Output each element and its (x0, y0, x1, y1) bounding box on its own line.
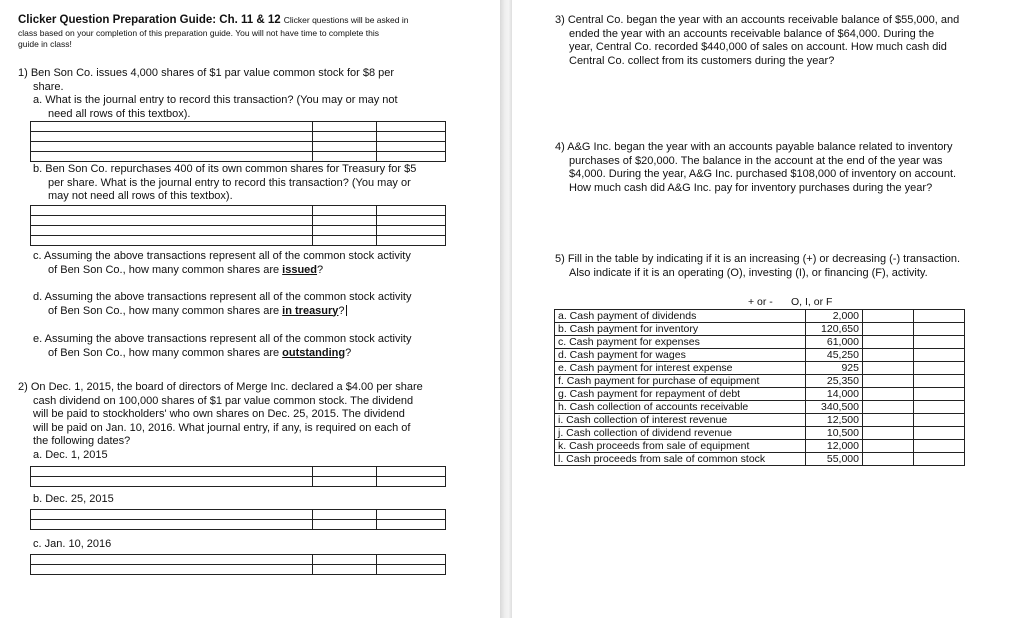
text-cursor (346, 305, 347, 316)
q4-line-4: How much cash did A&G Inc. pay for inventory purchases during the year? (569, 181, 933, 194)
q3-line-4: Central Co. collect from its customers during the year? (569, 54, 835, 67)
transaction-label: j. Cash collection of dividend revenue (555, 427, 806, 440)
activity-answer-cell[interactable] (914, 414, 965, 427)
q4-line-2: purchases of $20,000. The balance in the account at the end of the year was (569, 154, 943, 167)
transaction-amount: 61,000 (806, 336, 863, 349)
journal-row (31, 142, 446, 152)
q1c-line-2: of Ben Son Co., how many common shares are (48, 263, 283, 276)
table-row (555, 375, 965, 388)
q2-line-3: will be paid to stockholders' who own shares on Dec. 25, 2015. The dividend (33, 408, 405, 420)
debit-cell[interactable] (312, 226, 377, 236)
q2c-journal-textbox[interactable] (30, 554, 446, 575)
debit-cell[interactable] (312, 216, 377, 226)
left-page (0, 0, 500, 618)
account-cell[interactable] (31, 477, 313, 487)
q1a-line-2: need all rows of this textbox). (48, 107, 191, 120)
sign-answer-cell[interactable] (863, 414, 914, 427)
activity-answer-cell[interactable] (914, 453, 965, 466)
q5-column-header-sign: + or - (748, 296, 773, 308)
page-gutter (500, 0, 512, 618)
journal-row (31, 132, 446, 142)
q5-line-1: 5) Fill in the table by indicating if it is an increasing (+) or decreasing (-) transaction. (555, 253, 961, 265)
account-cell[interactable] (31, 555, 313, 565)
intro-text-3: guide in class! (18, 38, 72, 49)
table-row (555, 310, 965, 323)
credit-cell[interactable] (377, 216, 446, 226)
journal-row (31, 477, 446, 487)
transaction-amount: 120,650 (806, 323, 863, 336)
activity-answer-cell[interactable] (914, 336, 965, 349)
q1e-emphasis: outstanding (282, 346, 346, 359)
transaction-label: i. Cash collection of interest revenue (555, 414, 806, 427)
table-row (555, 440, 965, 453)
sign-answer-cell[interactable] (863, 310, 914, 323)
transaction-amount: 10,500 (806, 427, 863, 440)
q2a-journal-textbox[interactable] (30, 466, 446, 487)
q1b-line-3: may not need all rows of this textbox). (48, 190, 233, 202)
activity-answer-cell[interactable] (914, 375, 965, 388)
account-cell[interactable] (31, 565, 313, 575)
debit-cell[interactable] (312, 555, 377, 565)
transaction-label: k. Cash proceeds from sale of equipment (555, 440, 806, 453)
credit-cell[interactable] (377, 132, 446, 142)
q1-line-1: 1) Ben Son Co. issues 4,000 shares of $1 par value common stock for $8 per (18, 67, 395, 79)
transaction-amount: 340,500 (806, 401, 863, 414)
q4-line-1: 4) A&G Inc. began the year with an accounts payable balance related to inventory (555, 141, 953, 153)
q1b-journal-textbox[interactable] (30, 205, 446, 246)
account-cell[interactable] (31, 226, 313, 236)
q1-prompt (18, 67, 398, 121)
q2c-label: c. Jan. 10, 2016 (33, 538, 112, 550)
sign-answer-cell[interactable] (863, 440, 914, 453)
debit-cell[interactable] (312, 510, 377, 520)
table-row (555, 401, 965, 414)
sign-answer-cell[interactable] (863, 427, 914, 440)
sign-answer-cell[interactable] (863, 323, 914, 336)
q2-line-2: cash dividend on 100,000 shares of $1 par value common stock. The dividend (33, 394, 414, 407)
q1d-prompt (33, 291, 411, 318)
journal-row (31, 565, 446, 575)
q1e-prompt (33, 333, 411, 360)
credit-cell[interactable] (377, 226, 446, 236)
q2-prompt (18, 381, 423, 462)
debit-cell[interactable] (312, 477, 377, 487)
activity-answer-cell[interactable] (914, 401, 965, 414)
transaction-amount: 12,000 (806, 440, 863, 453)
q1b-prompt (33, 163, 416, 204)
q3-line-1: 3) Central Co. began the year with an accounts receivable balance of $55,000, and (555, 14, 960, 26)
credit-cell[interactable] (377, 565, 446, 575)
transaction-amount: 55,000 (806, 453, 863, 466)
q4-line-3: $4,000. During the year, A&G Inc. purchased $108,000 of inventory on account. (569, 168, 957, 180)
sign-answer-cell[interactable] (863, 349, 914, 362)
q2b-label: b. Dec. 25, 2015 (33, 493, 114, 505)
activity-answer-cell[interactable] (914, 388, 965, 401)
sign-answer-cell[interactable] (863, 375, 914, 388)
transaction-label: h. Cash collection of accounts receivable (555, 401, 806, 414)
transaction-amount: 12,500 (806, 414, 863, 427)
activity-answer-cell[interactable] (914, 440, 965, 453)
credit-cell[interactable] (377, 510, 446, 520)
transaction-amount: 45,250 (806, 349, 863, 362)
sign-answer-cell[interactable] (863, 388, 914, 401)
activity-answer-cell[interactable] (914, 362, 965, 375)
debit-cell[interactable] (312, 467, 377, 477)
intro-text-1: Clicker questions will be asked in (283, 15, 409, 25)
q1d-end: ? (338, 304, 345, 317)
credit-cell[interactable] (377, 152, 446, 162)
activity-answer-cell[interactable] (914, 323, 965, 336)
journal-row (31, 216, 446, 226)
journal-row (31, 206, 446, 216)
account-cell[interactable] (31, 216, 313, 226)
q1c-emphasis: issued (282, 263, 318, 276)
account-cell[interactable] (31, 132, 313, 142)
q1c-prompt (33, 250, 411, 277)
account-cell[interactable] (31, 142, 313, 152)
debit-cell[interactable] (312, 132, 377, 142)
sign-answer-cell[interactable] (863, 453, 914, 466)
q1a-journal-textbox[interactable] (30, 121, 446, 162)
transaction-amount: 925 (806, 362, 863, 375)
account-cell[interactable] (31, 122, 313, 132)
intro-text-2: class based on your completion of this preparation guide. You will not have time to complete this (18, 27, 379, 38)
q1d-emphasis: in treasury (282, 304, 339, 317)
debit-cell[interactable] (312, 206, 377, 216)
table-row (555, 336, 965, 349)
table-row (555, 427, 965, 440)
debit-cell[interactable] (312, 152, 377, 162)
journal-row (31, 122, 446, 132)
debit-cell[interactable] (312, 122, 377, 132)
q3-line-3: year, Central Co. recorded $440,000 of sales on account. How much cash did (569, 41, 947, 53)
sign-answer-cell[interactable] (863, 336, 914, 349)
credit-cell[interactable] (377, 555, 446, 565)
journal-row (31, 510, 446, 520)
q2a-label: a. Dec. 1, 2015 (33, 448, 108, 461)
journal-row (31, 467, 446, 477)
account-cell[interactable] (31, 236, 313, 246)
transaction-label: e. Cash payment for interest expense (555, 362, 806, 375)
q3-prompt (555, 14, 959, 68)
debit-cell[interactable] (312, 236, 377, 246)
credit-cell[interactable] (377, 236, 446, 246)
account-cell[interactable] (31, 467, 313, 477)
account-cell[interactable] (31, 520, 313, 530)
table-row (555, 362, 965, 375)
activity-answer-cell[interactable] (914, 349, 965, 362)
q1e-line-2: of Ben Son Co., how many common shares are (48, 346, 283, 359)
transaction-label: b. Cash payment for inventory (555, 323, 806, 336)
q1b-line-1: b. Ben Son Co. repurchases 400 of its own common shares for Treasury for $5 (33, 163, 417, 175)
table-row (555, 388, 965, 401)
journal-row (31, 226, 446, 236)
transaction-amount: 25,350 (806, 375, 863, 388)
debit-cell[interactable] (312, 142, 377, 152)
q5-transaction-table (554, 309, 965, 466)
q2-line-4: will be paid on Jan. 10, 2016. What journal entry, if any, is required on each of (33, 421, 411, 434)
q5-prompt (555, 253, 960, 280)
q5-line-2: Also indicate if it is an operating (O), investing (I), or financing (F), activity. (569, 266, 928, 279)
table-row (555, 414, 965, 427)
journal-row (31, 236, 446, 246)
transaction-label: d. Cash payment for wages (555, 349, 806, 362)
transaction-amount: 2,000 (806, 310, 863, 323)
q5-column-header-type: O, I, or F (791, 296, 833, 308)
activity-answer-cell[interactable] (914, 427, 965, 440)
sign-answer-cell[interactable] (863, 362, 914, 375)
q1b-line-2: per share. What is the journal entry to record this transaction? (You may or (48, 176, 411, 189)
q1d-line-2: of Ben Son Co., how many common shares are (48, 304, 283, 317)
credit-cell[interactable] (377, 520, 446, 530)
account-cell[interactable] (31, 206, 313, 216)
q1a-line-1: a. What is the journal entry to record this transaction? (You may or may not (33, 94, 398, 106)
q2-line-1: 2) On Dec. 1, 2015, the board of directors of Merge Inc. declared a $4.00 per share (18, 381, 423, 393)
q1d-line-1: d. Assuming the above transactions represent all of the common stock activity (33, 291, 412, 303)
q1-line-2: share. (33, 80, 64, 93)
table-row (555, 349, 965, 362)
transaction-label: f. Cash payment for purchase of equipment (555, 375, 806, 388)
journal-row (31, 152, 446, 162)
right-page (512, 0, 1024, 618)
debit-cell[interactable] (312, 565, 377, 575)
credit-cell[interactable] (377, 467, 446, 477)
activity-answer-cell[interactable] (914, 310, 965, 323)
q3-line-2: ended the year with an accounts receivable balance of $64,000. During the (569, 27, 935, 40)
transaction-label: c. Cash payment for expenses (555, 336, 806, 349)
journal-row (31, 555, 446, 565)
q2-line-5: the following dates? (33, 435, 131, 447)
table-row (555, 323, 965, 336)
transaction-label: g. Cash payment for repayment of debt (555, 388, 806, 401)
credit-cell[interactable] (377, 122, 446, 132)
q1e-end: ? (345, 346, 352, 359)
transaction-label: l. Cash proceeds from sale of common stock (555, 453, 806, 466)
credit-cell[interactable] (377, 477, 446, 487)
guide-header (18, 14, 408, 50)
q1e-line-1: e. Assuming the above transactions represent all of the common stock activity (33, 333, 412, 345)
transaction-label: a. Cash payment of dividends (555, 310, 806, 323)
q2b-journal-textbox[interactable] (30, 509, 446, 530)
credit-cell[interactable] (377, 206, 446, 216)
journal-row (31, 520, 446, 530)
transaction-amount: 14,000 (806, 388, 863, 401)
account-cell[interactable] (31, 152, 313, 162)
q1c-end: ? (317, 263, 324, 276)
credit-cell[interactable] (377, 142, 446, 152)
sign-answer-cell[interactable] (863, 401, 914, 414)
account-cell[interactable] (31, 510, 313, 520)
debit-cell[interactable] (312, 520, 377, 530)
q1c-line-1: c. Assuming the above transactions represent all of the common stock activity (33, 250, 411, 262)
page-title: Clicker Question Preparation Guide: Ch. 11 & 12 (18, 14, 281, 26)
table-row (555, 453, 965, 466)
q4-prompt (555, 141, 956, 195)
